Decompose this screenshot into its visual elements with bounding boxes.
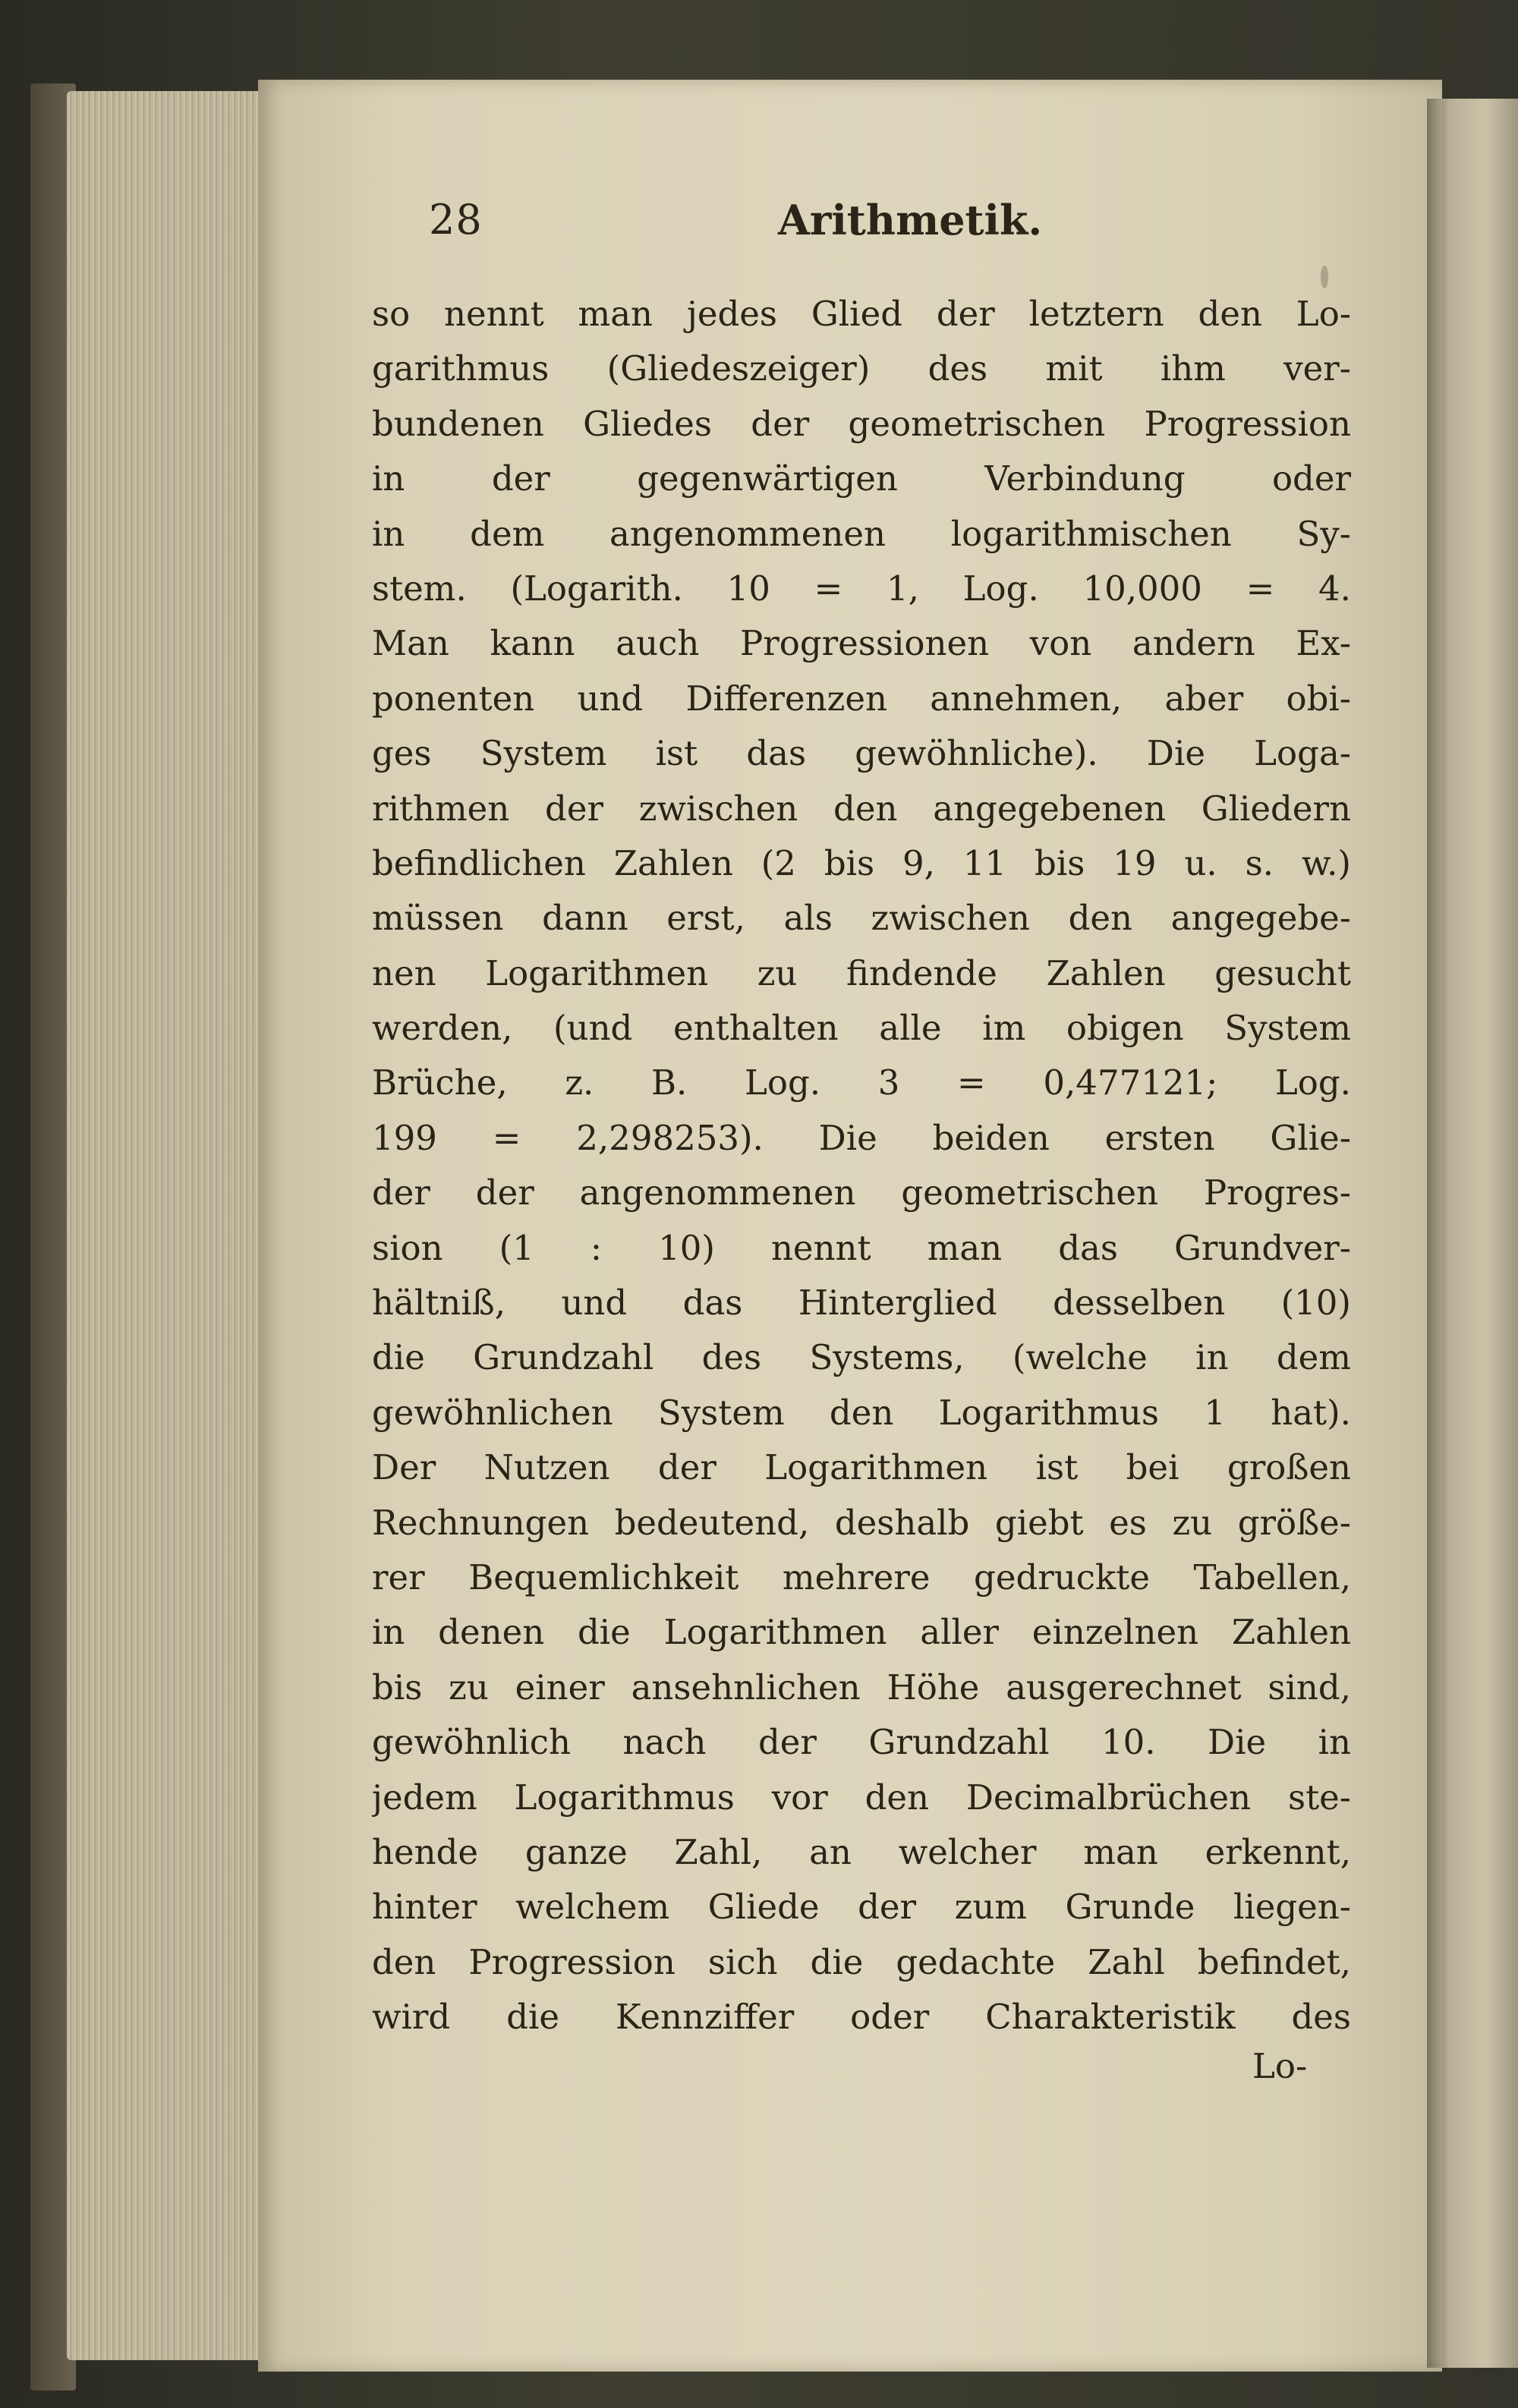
page-header (429, 196, 1347, 264)
text-line: Der Nutzen der Logarithmen ist bei großen (372, 1447, 1351, 1488)
text-line: befindlichen Zahlen (2 bis 9, 11 bis 19 u. s. w.) (372, 842, 1351, 883)
text-line: die Grundzahl des Systems, (welche in dem (372, 1337, 1351, 1378)
text-line: der der angenommenen geometrischen Progres- (372, 1173, 1351, 1213)
page-number: 28 (429, 196, 483, 244)
body-text (372, 287, 1351, 2045)
text-line: den Progression sich die gedachte Zahl befindet, (372, 1941, 1351, 1982)
text-line: garithmus (Gliedeszeiger) des mit ihm ver- (372, 348, 1351, 389)
text-line: sion (1 : 10) nennt man das Grundver- (372, 1227, 1351, 1268)
text-line: in der gegenwärtigen Verbindung oder (372, 458, 1351, 499)
text-line: Brüche, z. B. Log. 3 = 0,477121; Log. (372, 1062, 1351, 1103)
next-page-sliver (1438, 99, 1518, 2368)
text-line: hältniß, und das Hinterglied desselben (10) (372, 1283, 1351, 1324)
text-line: 199 = 2,298253). Die beiden ersten Glie- (372, 1117, 1351, 1158)
text-line: so nennt man jedes Glied der letztern den Lo- (372, 294, 1351, 334)
text-line: stem. (Logarith. 10 = 1, Log. 10,000 = 4. (372, 568, 1351, 609)
text-line: gewöhnlich nach der Grundzahl 10. Die in (372, 1722, 1351, 1763)
running-head: Arithmetik. (778, 196, 1043, 244)
text-line: ges System ist das gewöhnliche). Die Loga- (372, 733, 1351, 774)
text-line: wird die Kennziffer oder Charakteristik des (372, 1997, 1351, 2038)
text-line: nen Logarithmen zu findende Zahlen gesucht (372, 952, 1351, 993)
text-line: rer Bequemlichkeit mehrere gedruckte Tabellen, (372, 1557, 1351, 1597)
text-line: Rechnungen bedeutend, deshalb giebt es zu größe- (372, 1502, 1351, 1543)
text-line: in dem angenommenen logarithmischen Sy- (372, 513, 1351, 554)
text-line: rithmen der zwischen den angegebenen Gliedern (372, 788, 1351, 829)
text-line: ponenten und Differenzen annehmen, aber obi- (372, 678, 1351, 719)
catchword: Lo- (1252, 2046, 1308, 2086)
text-line: hinter welchem Gliede der zum Grunde liegen- (372, 1887, 1351, 1928)
text-line: müssen dann erst, als zwischen den angegebe- (372, 898, 1351, 939)
ink-smudge (1321, 266, 1328, 288)
text-line: bis zu einer ansehnlichen Höhe ausgerechnet sind, (372, 1667, 1351, 1708)
text-line: Man kann auch Progressionen von andern Ex- (372, 623, 1351, 664)
text-line: in denen die Logarithmen aller einzelnen Zahlen (372, 1612, 1351, 1653)
text-line: bundenen Gliedes der geometrischen Progression (372, 403, 1351, 444)
text-line: hende ganze Zahl, an welcher man erkennt, (372, 1831, 1351, 1872)
text-line: gewöhnlichen System den Logarithmus 1 hat). (372, 1392, 1351, 1433)
page-edges-stack (67, 91, 287, 2360)
text-line: jedem Logarithmus vor den Decimalbrüchen ste- (372, 1777, 1351, 1818)
gutter-shadow (1427, 99, 1450, 2368)
text-line: werden, (und enthalten alle im obigen System (372, 1008, 1351, 1049)
